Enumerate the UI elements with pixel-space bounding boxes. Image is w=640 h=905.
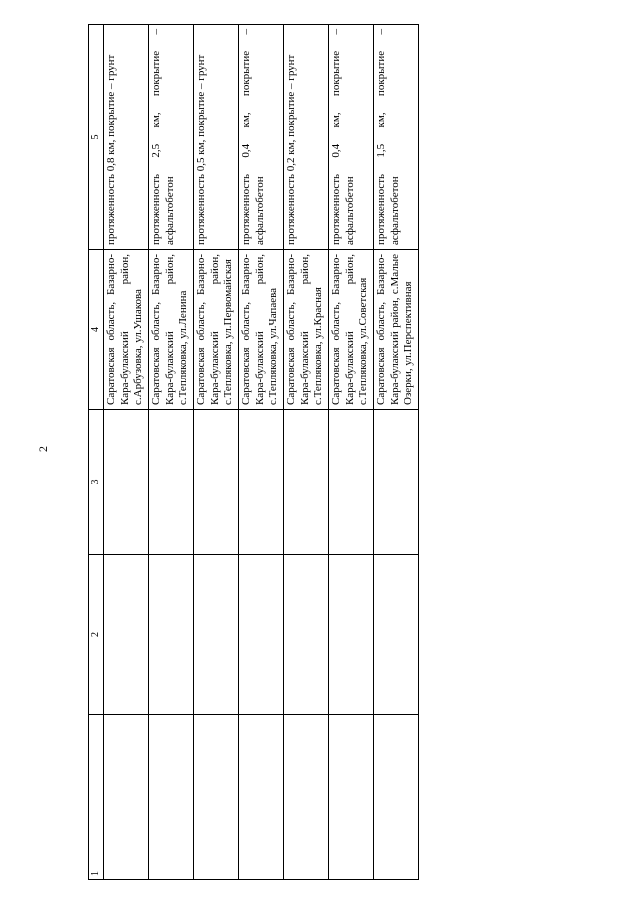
table-cell-c2 (239, 555, 284, 715)
table-cell-c3 (104, 410, 149, 555)
table-row (284, 25, 329, 880)
table-cell-c3 (194, 410, 239, 555)
table-cell-c1 (149, 715, 194, 880)
table-cell-c5: протяженность 0,8 км, покрытие – грунт (104, 25, 149, 250)
table-cell-c4: Саратовская область, Базарно-Кара-булакский район, с.Малые Озерки, ул.Перспективная (374, 250, 419, 410)
table-cell-c5: протяженность 1,5 км, покрытие – асфальтобетон (374, 25, 419, 250)
table-cell-c3 (284, 410, 329, 555)
header-cell-4: 4 (89, 250, 104, 410)
table-cell-c2 (149, 555, 194, 715)
table-row (239, 25, 284, 880)
table-cell-c1 (329, 715, 374, 880)
page-number: 2 (36, 446, 50, 452)
table-cell-c2 (374, 555, 419, 715)
table-cell-c1 (104, 715, 149, 880)
table-cell-c2 (329, 555, 374, 715)
table-cell-c3 (149, 410, 194, 555)
table-cell-c3 (374, 410, 419, 555)
table-cell-c1 (194, 715, 239, 880)
table-cell-c4: Саратовская область, Базарно-Кара-булакский район, с.Тепляковка, ул.Первомайская (194, 250, 239, 410)
table-cell-c5: протяженность 2,5 км, покрытие – асфальтобетон (149, 25, 194, 250)
table-row (194, 25, 239, 880)
rotated-table-container (88, 25, 418, 880)
table-cell-c4: Саратовская область, Базарно-Кара-булакский район, с.Арбузовка, ул.Ушакова (104, 250, 149, 410)
table-row (329, 25, 374, 880)
table-cell-c3 (329, 410, 374, 555)
header-cell-1: 1 (89, 715, 104, 880)
header-cell-2: 2 (89, 555, 104, 715)
table-cell-c4: Саратовская область, Базарно-Кара-булакский район, с.Тепляковка, ул.Чапаева (239, 250, 284, 410)
table-cell-c4: Саратовская область, Базарно-Кара-булакский район, с.Тепляковка, ул.Красная (284, 250, 329, 410)
table-row (374, 25, 419, 880)
table-cell-c2 (194, 555, 239, 715)
table-cell-c1 (239, 715, 284, 880)
table-cell-c4: Саратовская область, Базарно-Кара-булакский район, с.Тепляковка, ул.Советская (329, 250, 374, 410)
table-cell-c1 (284, 715, 329, 880)
table-cell-c5: протяженность 0,4 км, покрытие – асфальтобетон (329, 25, 374, 250)
table-cell-c5: протяженность 0,4 км, покрытие – асфальтобетон (239, 25, 284, 250)
table-cell-c2 (284, 555, 329, 715)
header-cell-3: 3 (89, 410, 104, 555)
header-row (89, 25, 104, 880)
table-cell-c4: Саратовская область, Базарно-Кара-булакский район, с.Тепляковка, ул.Ленина (149, 250, 194, 410)
table-row (104, 25, 149, 880)
table-cell-c1 (374, 715, 419, 880)
roads-table (88, 24, 419, 880)
table-row (149, 25, 194, 880)
table-cell-c3 (239, 410, 284, 555)
header-cell-5: 5 (89, 25, 104, 250)
table-cell-c5: протяженность 0,5 км, покрытие – грунт (194, 25, 239, 250)
table-cell-c2 (104, 555, 149, 715)
table-cell-c5: протяженность 0,2 км, покрытие – грунт (284, 25, 329, 250)
